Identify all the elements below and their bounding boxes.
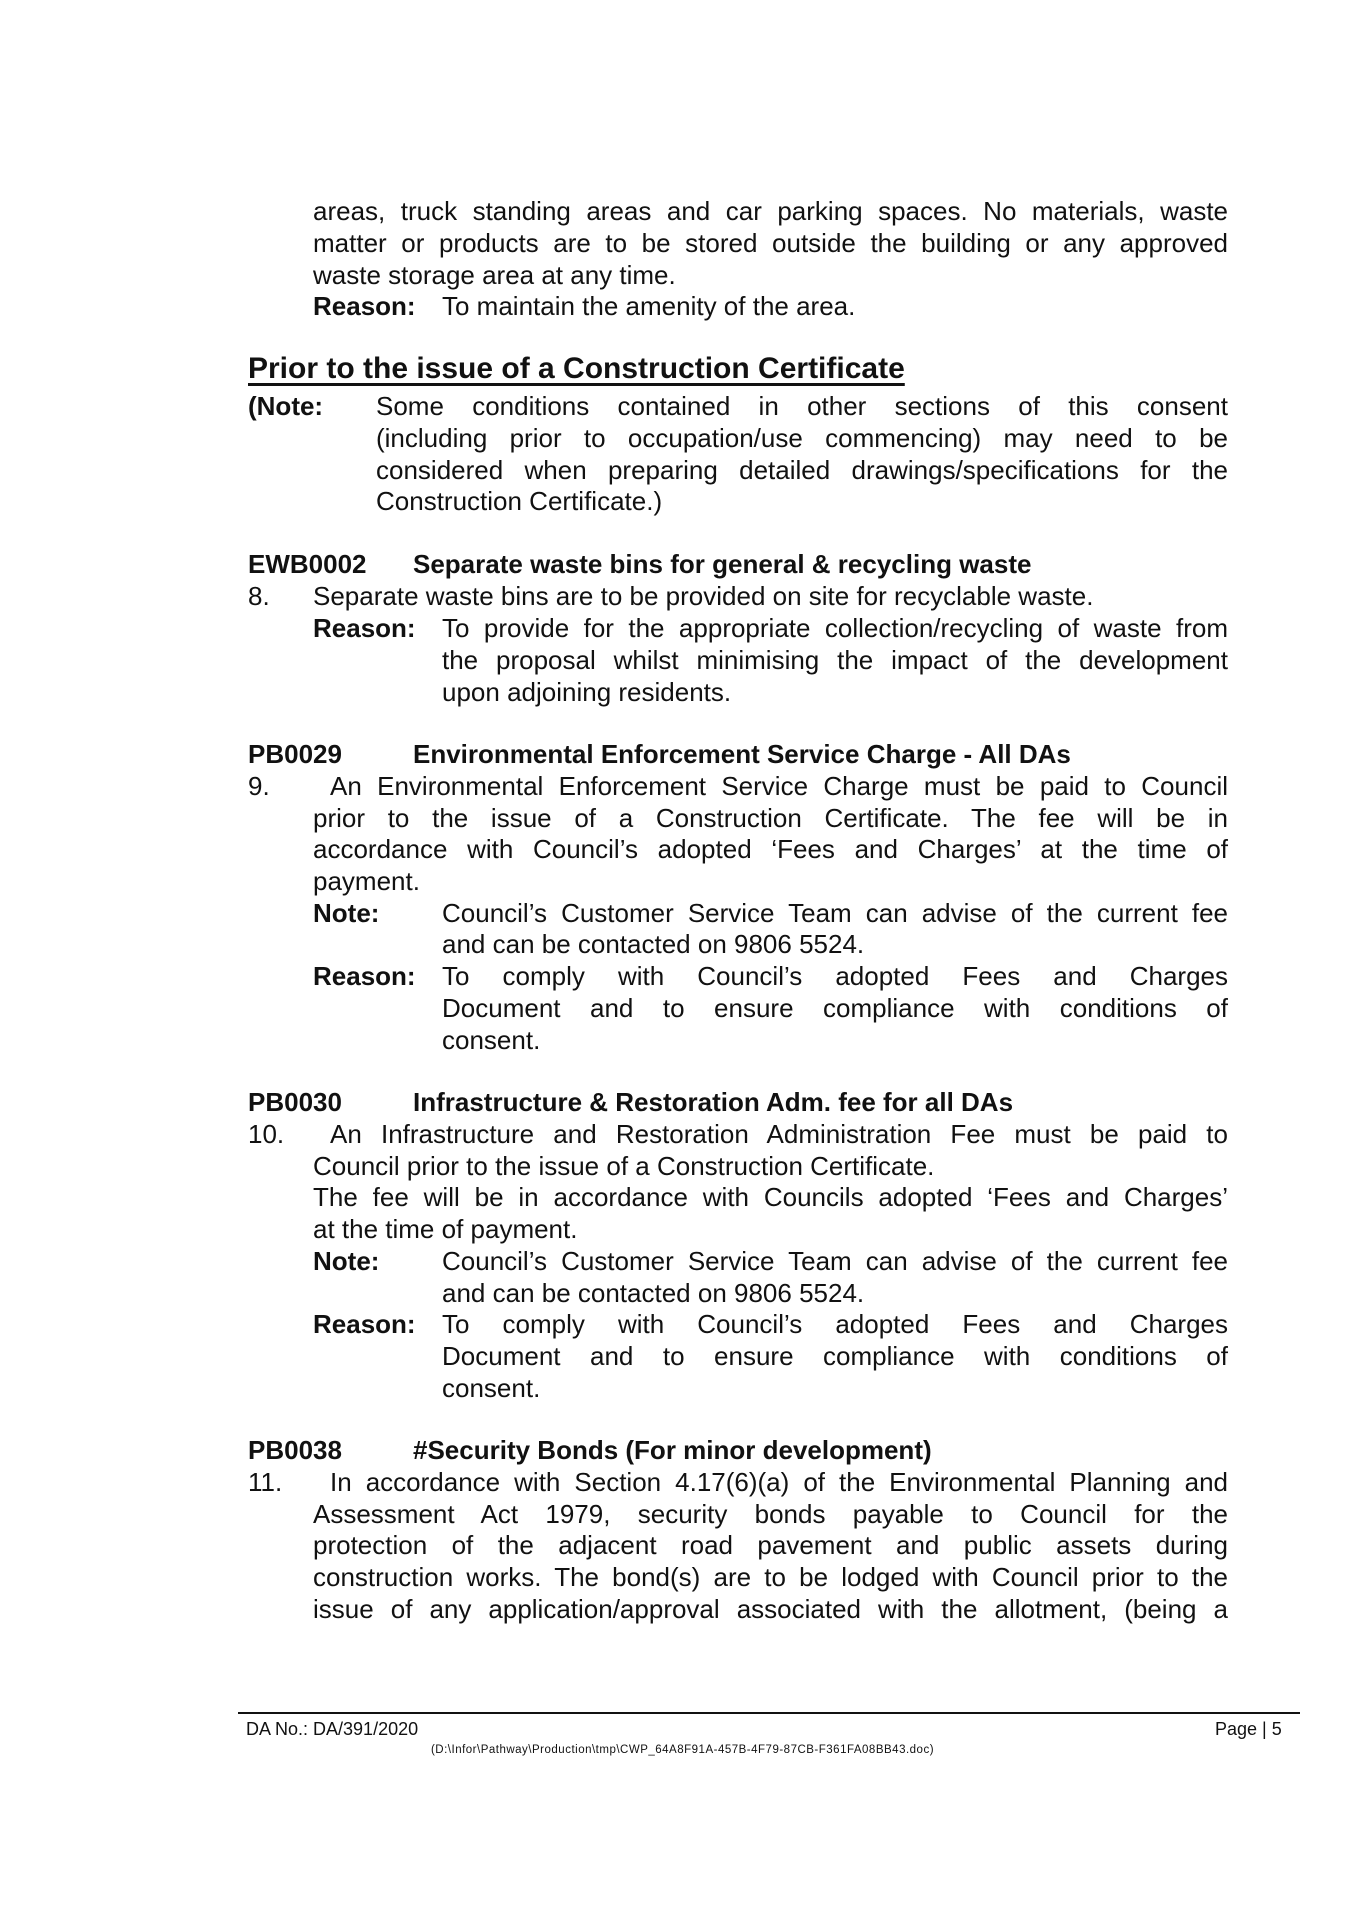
- condition-code: PB0030: [248, 1087, 342, 1117]
- footer-file-path: (D:\Infor\Pathway\Production\tmp\CWP_64A8F91A-457B-4F79-87CB-F361FA08BB43.doc): [430, 1744, 935, 1756]
- condition-body-line: prior to the issue of a Construction Certificate. The fee will be in: [313, 803, 1228, 833]
- section-note-line: Construction Certificate.): [376, 486, 663, 516]
- condition-reason-line: consent.: [442, 1373, 541, 1403]
- condition-number: 9.: [248, 771, 270, 801]
- condition-title: Separate waste bins for general & recycling waste: [413, 549, 1032, 579]
- condition-body-line: protection of the adjacent road pavement and public assets during: [313, 1530, 1228, 1560]
- section-note-line: considered when preparing detailed drawings/specifications for the: [376, 455, 1228, 485]
- condition-title: #Security Bonds (For minor development): [413, 1435, 932, 1465]
- condition-body-line: Assessment Act 1979, security bonds payable to Council for the: [313, 1499, 1228, 1529]
- condition-reason-line: the proposal whilst minimising the impact of the development: [442, 645, 1228, 675]
- section-note-line: Some conditions contained in other sections of this consent: [376, 391, 1228, 421]
- condition-number: 8.: [248, 581, 270, 611]
- condition-body-line: The fee will be in accordance with Councils adopted ‘Fees and Charges’: [313, 1182, 1228, 1212]
- footer-page-number: Page | 5: [1215, 1719, 1282, 1739]
- footer-rule: [238, 1712, 1300, 1714]
- intro-reason-label: Reason:: [313, 291, 416, 321]
- section-note-label: (Note:: [248, 391, 324, 421]
- condition-code: EWB0002: [248, 549, 367, 579]
- condition-number: 11.: [248, 1467, 283, 1497]
- condition-reason-label: Reason:: [313, 613, 416, 643]
- condition-title: Environmental Enforcement Service Charge - All DAs: [413, 739, 1071, 769]
- condition-body-line: payment.: [313, 866, 420, 896]
- condition-body-line: An Infrastructure and Restoration Administration Fee must be paid to: [330, 1119, 1228, 1149]
- condition-reason-line: To provide for the appropriate collection/recycling of waste from: [442, 613, 1228, 643]
- condition-note-line: and can be contacted on 9806 5524.: [442, 1278, 865, 1308]
- condition-body-line: issue of any application/approval associated with the allotment, (being a: [313, 1594, 1228, 1624]
- condition-body-line: construction works. The bond(s) are to be lodged with Council prior to the: [313, 1562, 1228, 1592]
- condition-note-line: and can be contacted on 9806 5524.: [442, 929, 865, 959]
- condition-body-line: In accordance with Section 4.17(6)(a) of the Environmental Planning and: [330, 1467, 1228, 1497]
- intro-line: areas, truck standing areas and car parking spaces. No materials, waste: [313, 196, 1228, 226]
- intro-line: waste storage area at any time.: [313, 260, 676, 290]
- footer-da-number: DA No.: DA/391/2020: [246, 1719, 419, 1739]
- section-heading: Prior to the issue of a Construction Certificate: [248, 352, 905, 385]
- condition-title: Infrastructure & Restoration Adm. fee for all DAs: [413, 1087, 1014, 1117]
- intro-line: matter or products are to be stored outside the building or any approved: [313, 228, 1228, 258]
- condition-body-line: at the time of payment.: [313, 1214, 578, 1244]
- condition-note-line: Council’s Customer Service Team can advise of the current fee: [442, 1246, 1228, 1276]
- condition-note-label: Note:: [313, 1246, 380, 1276]
- condition-number: 10.: [248, 1119, 285, 1149]
- condition-body-line: accordance with Council’s adopted ‘Fees and Charges’ at the time of: [313, 834, 1228, 864]
- section-note-line: (including prior to occupation/use commencing) may need to be: [376, 423, 1228, 453]
- condition-reason-label: Reason:: [313, 1309, 416, 1339]
- condition-reason-line: To comply with Council’s adopted Fees and Charges: [442, 1309, 1228, 1339]
- condition-body-line: Separate waste bins are to be provided on site for recyclable waste.: [313, 581, 1094, 611]
- condition-reason-line: To comply with Council’s adopted Fees and Charges: [442, 961, 1228, 991]
- condition-reason-line: Document and to ensure compliance with conditions of: [442, 1341, 1228, 1371]
- condition-note-line: Council’s Customer Service Team can advise of the current fee: [442, 898, 1228, 928]
- condition-code: PB0029: [248, 739, 342, 769]
- condition-reason-line: consent.: [442, 1025, 541, 1055]
- condition-body-line: An Environmental Enforcement Service Charge must be paid to Council: [330, 771, 1228, 801]
- intro-reason-text: To maintain the amenity of the area.: [442, 291, 856, 321]
- condition-reason-line: Document and to ensure compliance with conditions of: [442, 993, 1228, 1023]
- condition-reason-line: upon adjoining residents.: [442, 677, 732, 707]
- condition-code: PB0038: [248, 1435, 342, 1465]
- condition-note-label: Note:: [313, 898, 380, 928]
- condition-body-line: Council prior to the issue of a Construction Certificate.: [313, 1151, 935, 1181]
- condition-reason-label: Reason:: [313, 961, 416, 991]
